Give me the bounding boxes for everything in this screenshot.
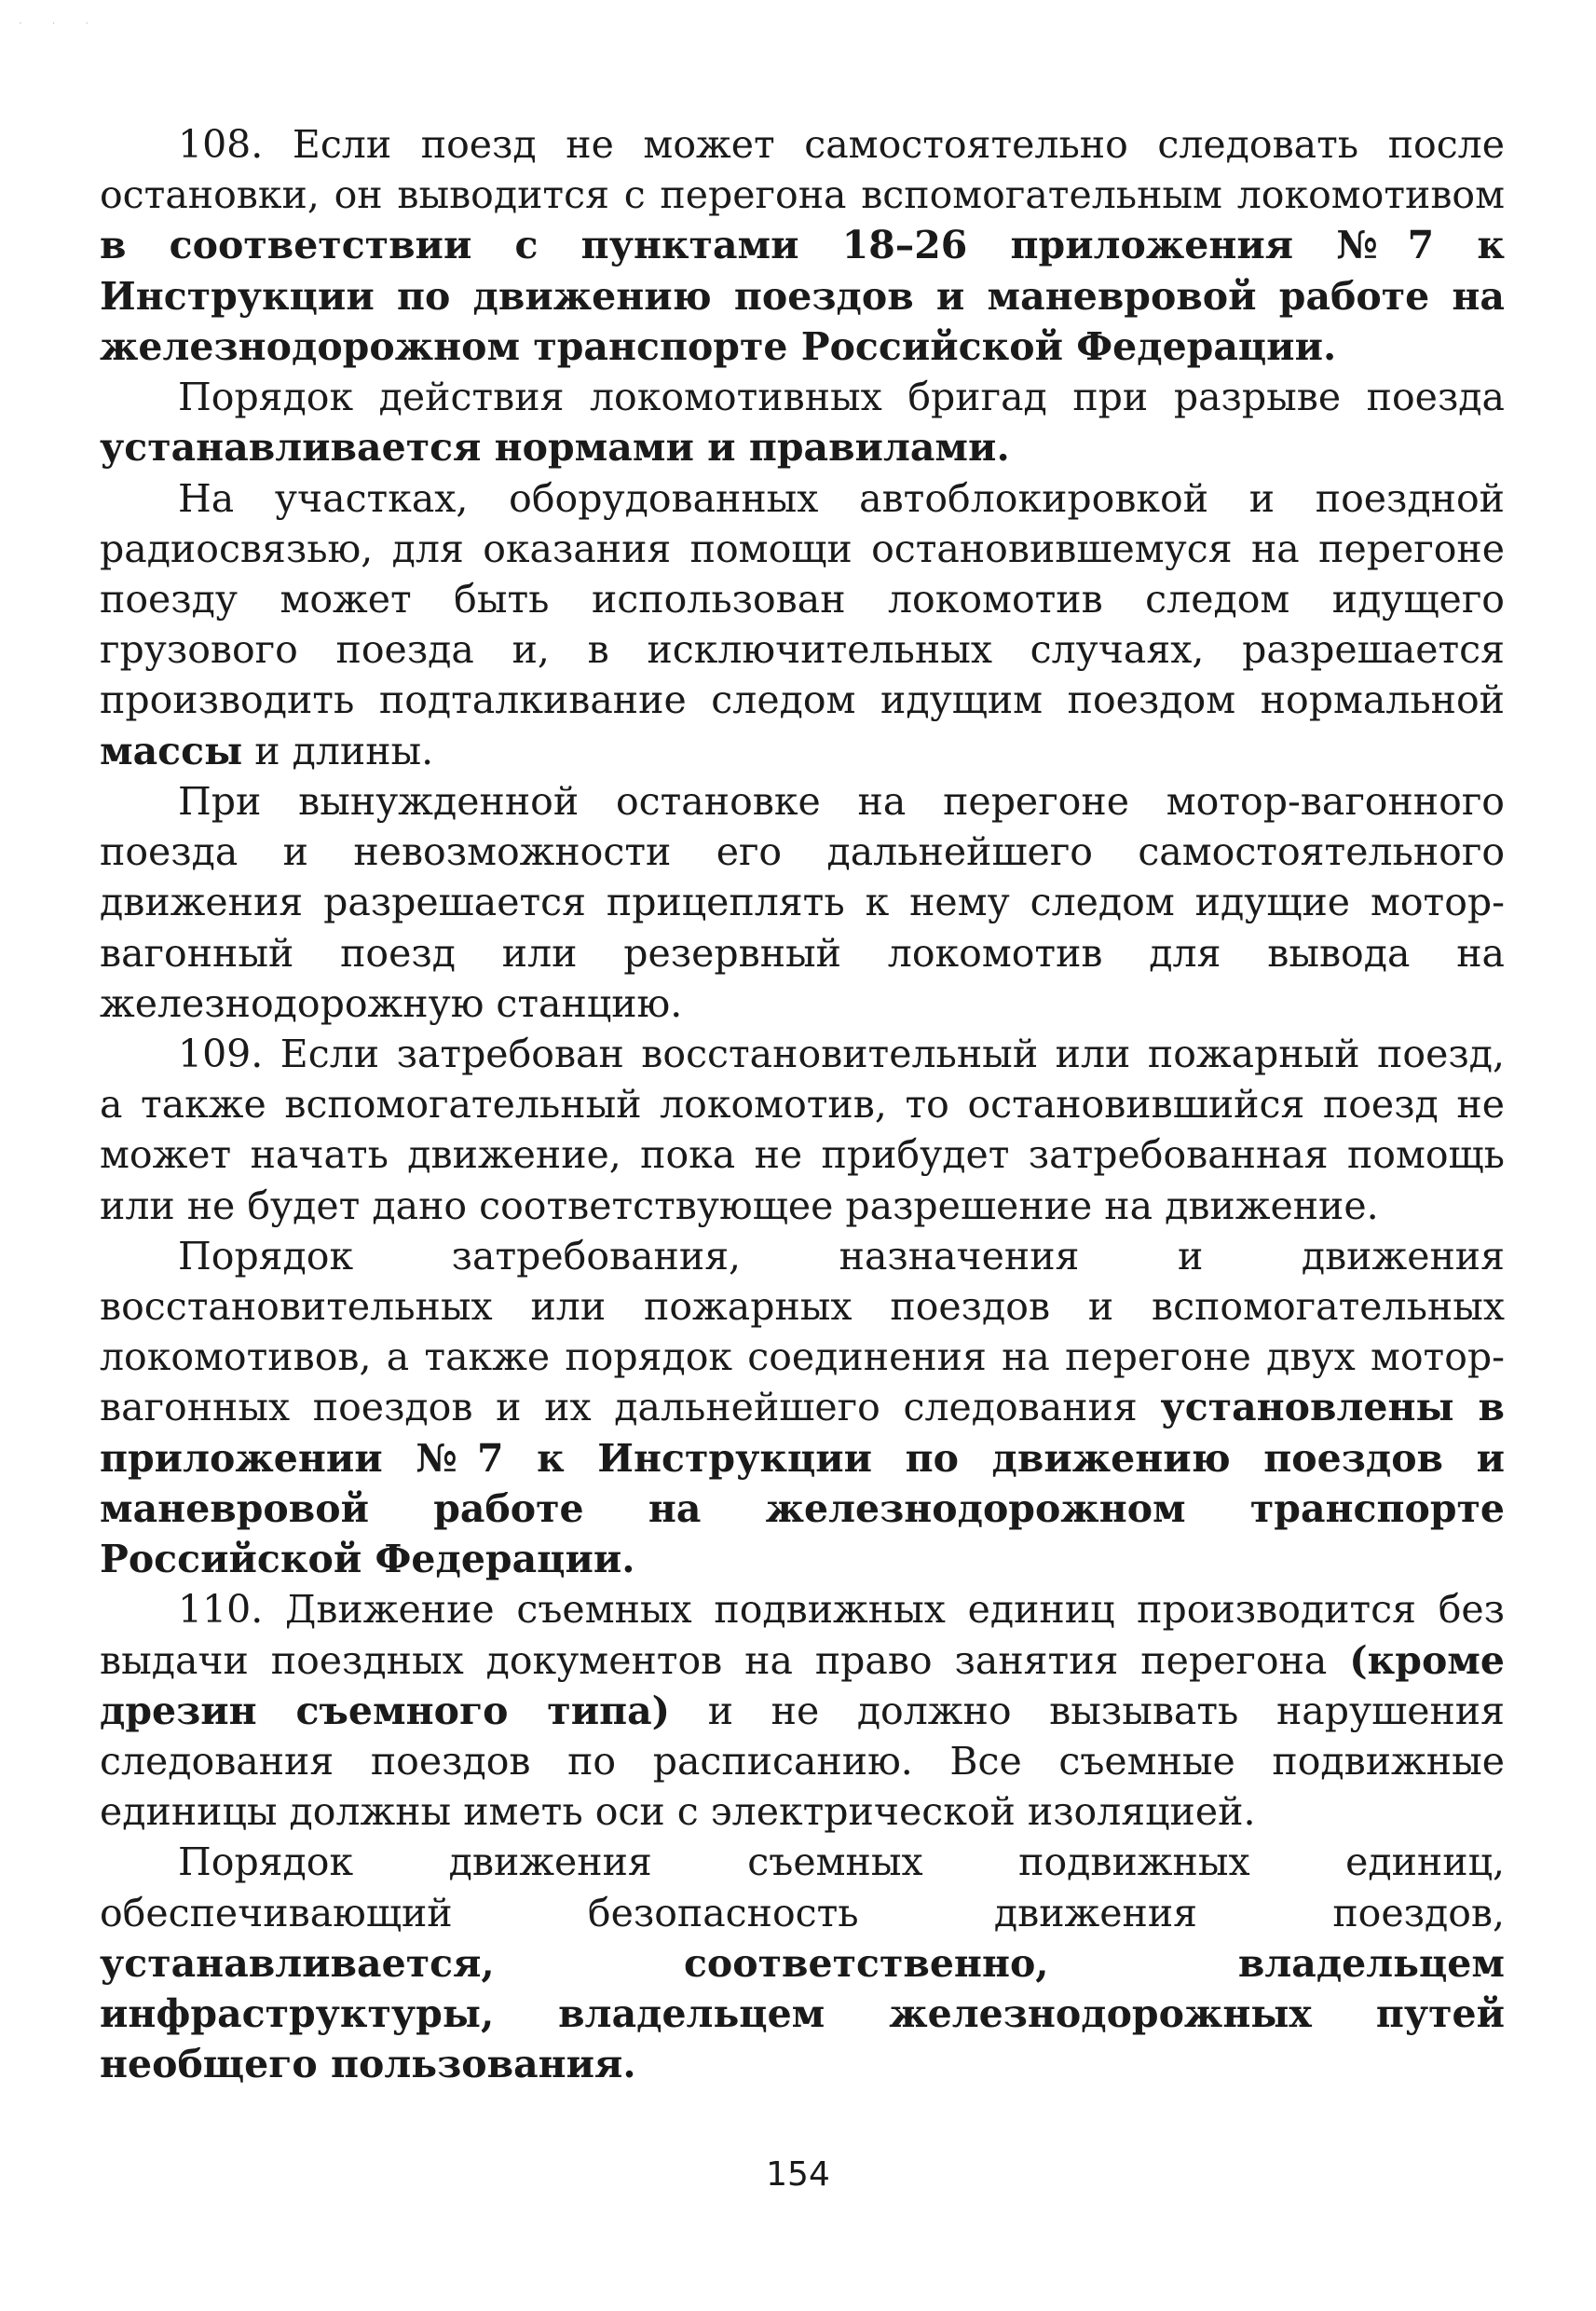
bold-text-segment: массы: [100, 728, 243, 773]
paragraph: [100, 1837, 1505, 2089]
bold-text-segment: в соответствии с пунктами 18–26 приложения №7 к Инструкции по движению поездов и маневровой работе на железнодорожном транспорте Российской Федерации.: [100, 223, 1505, 369]
paragraph: [100, 1029, 1505, 1231]
text-segment: и длины.: [242, 728, 434, 773]
bold-text-segment: установлены в приложении №7 к Инструкции по движению поездов и маневровой работе на железнодорожном транспорте Российской Федерации.: [100, 1385, 1506, 1582]
text-segment: 109. Если затребован восстановительный или пожарный поезд, а также вспомогательный локомотив, то остановившийся поезд не может начать движение, пока не прибудет затребованная помощь или не будет дано соответствующее разрешение на движение.: [100, 1031, 1505, 1228]
paragraph: [100, 372, 1505, 472]
page-number: 154: [766, 2155, 830, 2194]
text-segment: Порядок затребования, назначения и движения восстановительных или пожарных поездов и вспомогательных локомотивов, а также порядок соединения на перегоне двух мотор-вагонных поездов и их дальнейшего следования: [100, 1233, 1505, 1430]
text-segment: На участках, оборудованных автоблокировкой и поездной радиосвязью, для оказания помощи остановившемуся на перегоне поезду может быть использован локомотив следом идущего грузового поезда и, в исключительных случаях, разрешается производить подталкивание следом идущим поездом нормальной: [100, 475, 1505, 723]
paragraph: [100, 473, 1505, 776]
paragraph: [100, 1584, 1505, 1837]
scan-artifact-marks: · · ·: [19, 17, 102, 30]
bold-text-segment: устанавливается, соответственно, владельцем инфраструктуры, владельцем железнодорожных путей необщего пользования.: [100, 1940, 1505, 2087]
body-text: [100, 119, 1505, 2090]
text-segment: Порядок действия локомотивных бригад при разрыве поезда: [178, 375, 1505, 420]
text-segment: 110. Движение съемных подвижных единиц производится без выдачи поездных документов на право занятия перегона: [100, 1587, 1505, 1683]
paragraph: [100, 119, 1505, 372]
bold-text-segment: (кроме дрезин съемного типа): [100, 1637, 1505, 1733]
text-segment: и не должно вызывать нарушения следования поездов по расписанию. Все съемные подвижные единицы должны иметь оси с электрической изоляцией.: [100, 1688, 1505, 1835]
paragraph: [100, 1231, 1505, 1585]
text-segment: 108. Если поезд не может самостоятельно следовать после остановки, он выводится с перегона вспомогательным локомотивом: [100, 122, 1505, 218]
bold-text-segment: устанавливается нормами и правилами.: [100, 425, 1010, 471]
text-segment: При вынужденной остановке на перегоне мотор-вагонного поезда и невозможности его дальнейшего самостоятельного движения разрешается прицеплять к нему следом идущие мотор-вагонный поезд или резервный локомотив для вывода на железнодорожную станцию.: [100, 778, 1505, 1026]
text-segment: Порядок движения съемных подвижных единиц, обеспечивающий безопасность движения поездов,: [100, 1839, 1505, 1935]
paragraph: [100, 776, 1505, 1029]
